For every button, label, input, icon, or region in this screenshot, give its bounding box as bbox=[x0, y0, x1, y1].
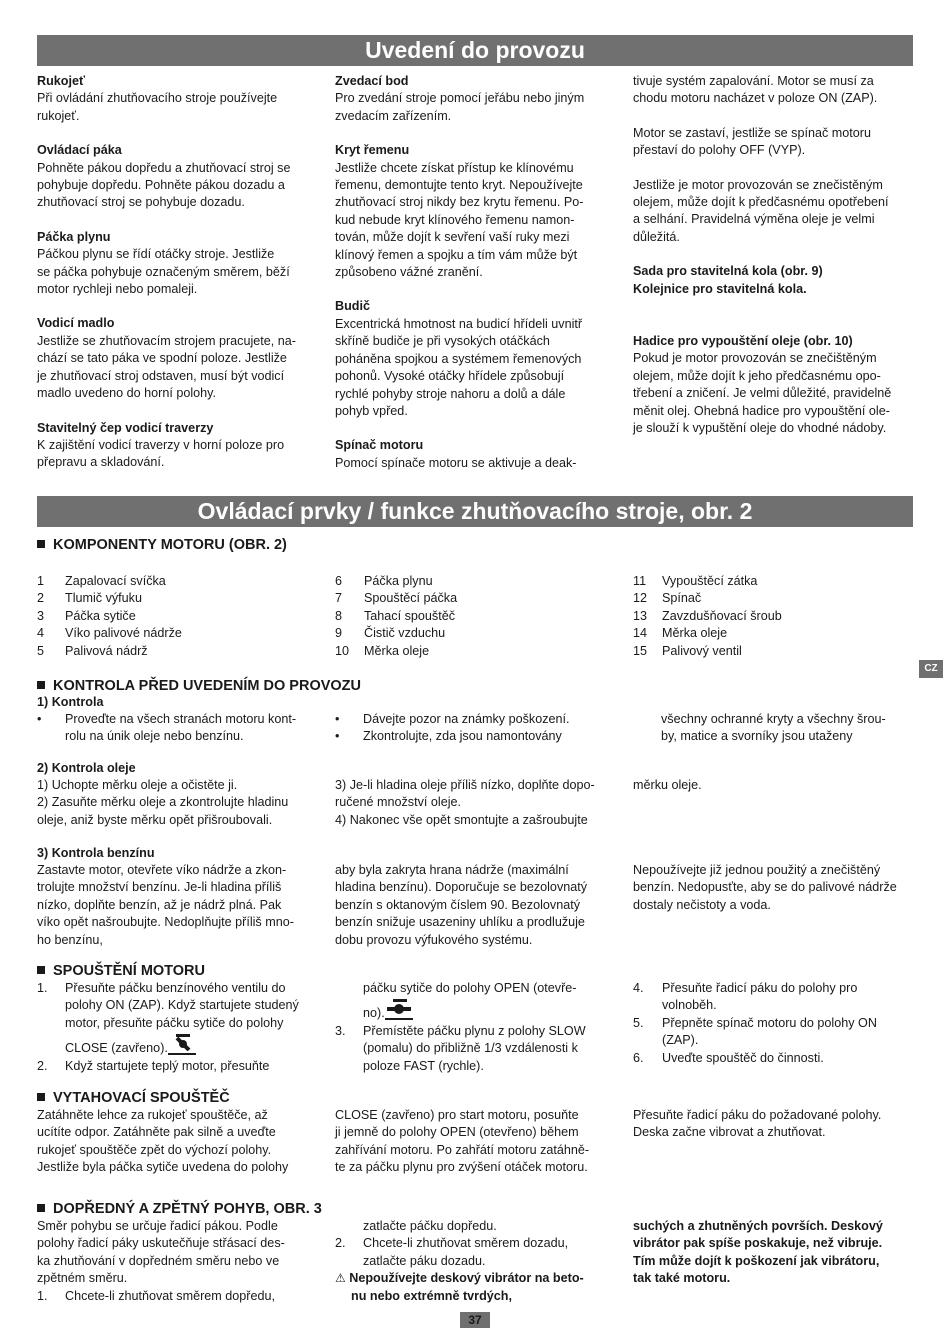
component-item bbox=[37, 573, 315, 590]
text-line: poháněna spojkou a systémem řemenových bbox=[335, 351, 582, 366]
text-block bbox=[335, 73, 613, 125]
text-line: dobu provozu výfukového systému. bbox=[335, 932, 533, 947]
text-line: pohybuje dopředu. Pohněte pákou dozadu a bbox=[37, 178, 285, 193]
choke-closed-icon bbox=[168, 1036, 196, 1055]
start-c3: 4. Přesuňte řadicí páku do polohy pro volnoběh. 5. Přepněte spínač motoru do polohy ON (ZAP). 6. Uveďte spouštěč do činnosti. bbox=[633, 980, 913, 1067]
warning-icon: ⚠ bbox=[335, 1271, 346, 1286]
text-line: madlo uvedeno do horní polohy. bbox=[37, 386, 217, 401]
check-heading: KONTROLA PŘED UVEDENÍM DO PROVOZU bbox=[37, 678, 361, 695]
component-number: 10 bbox=[335, 643, 350, 658]
component-number: 5 bbox=[37, 643, 45, 658]
component-item bbox=[37, 608, 315, 625]
component-label: Měrka oleje bbox=[364, 643, 430, 658]
text-line: rychlé pohyby stroje nahoru a dolů a dále bbox=[335, 386, 566, 401]
text-line: měnit olej. Ohebná hadice pro vypouštění ole- bbox=[633, 403, 890, 418]
text-line: Zastavte motor, otevřete víko nádrže a zkon- bbox=[37, 863, 287, 877]
component-item bbox=[633, 590, 913, 607]
fuel-sub: 3) Kontrola benzínu bbox=[37, 846, 155, 860]
start-heading: SPOUŠTĚNÍ MOTORU bbox=[37, 963, 205, 980]
text-line: 4) Nakonec vše opět smontujte a zašroubujte bbox=[335, 812, 588, 827]
block-heading: Rukojeť bbox=[37, 74, 86, 88]
oil-sub: 2) Kontrola oleje bbox=[37, 761, 136, 775]
text-block bbox=[37, 229, 315, 299]
text-block bbox=[633, 263, 913, 298]
text-line: polohy řadicí páky uskutečňuje střásací des- bbox=[37, 1236, 285, 1251]
pull-c1 bbox=[37, 1107, 315, 1177]
text-line: klínový řemen a spojku a tím vám může být bbox=[335, 247, 578, 262]
text-line: pohyb vpřed. bbox=[335, 403, 408, 418]
block-heading: Ovládací páka bbox=[37, 143, 122, 158]
check-c2: • Dávejte pozor na známky poškození. • Zkontrolujte, zda jsou namontovány bbox=[335, 712, 570, 744]
text-block bbox=[633, 177, 913, 247]
choke-open-icon bbox=[385, 1001, 413, 1020]
text-line: Při ovládání zhutňovacího stroje používejte bbox=[37, 91, 278, 106]
component-label: Čistič vzduchu bbox=[364, 626, 446, 641]
text-line: benzín snižuje usazeniny uhlíku a prodlužuje bbox=[335, 915, 585, 930]
text-line: všechny ochranné kryty a všechny šrou- bbox=[661, 712, 886, 726]
fuel-c2 bbox=[335, 862, 613, 949]
component-label: Víko palivové nádrže bbox=[65, 626, 182, 641]
text-line: se páčka pohybuje označeným směrem, běží bbox=[37, 264, 290, 279]
text-line: zhutňovací stroj se pohybuje dozadu. bbox=[37, 195, 245, 210]
text-line: 3) Je-li hladina oleje příliš nízko, doplňte dopo- bbox=[335, 778, 595, 792]
component-number: 12 bbox=[633, 591, 648, 606]
component-label: Spínač bbox=[662, 591, 702, 606]
text-line: je zhutňovací stroj odstaven, musí být vodicí bbox=[37, 368, 285, 383]
component-number: 9 bbox=[335, 626, 343, 641]
move-c2: zatlačte páčku dopředu. 2. Chcete-li zhutňovat směrem dozadu, zatlačte páku dozadu. ⚠ Nepoužívejte deskový vibrátor na beto- nu nebo extrémně tvrdých, bbox=[335, 1218, 613, 1305]
block-heading: Páčka plynu bbox=[37, 229, 111, 244]
text-line: suchých a zhutněných površích. Deskový bbox=[633, 1219, 883, 1233]
component-number: 8 bbox=[335, 608, 343, 623]
text-line: Excentrická hmotnost na budicí hřídeli uvnitř bbox=[335, 316, 583, 331]
component-label: Páčka plynu bbox=[364, 574, 433, 588]
text-line: zhutňovací stroj nikdy bez krytu řemenu. Po- bbox=[335, 195, 584, 210]
text-line: by, matice a svorníky jsou utaženy bbox=[661, 729, 853, 744]
text-line: aby byla zakryta hrana nádrže (maximální bbox=[335, 863, 569, 877]
text-line: chází se tato páka ve spodní poloze. Jestliže bbox=[37, 351, 287, 366]
components-heading: KOMPONENTY MOTORU (OBR. 2) bbox=[37, 537, 287, 554]
component-item bbox=[335, 608, 613, 625]
text-line: olejem, může dojít k jeho předčasnému opo- bbox=[633, 368, 881, 383]
oil-c2 bbox=[335, 777, 613, 829]
component-number: 11 bbox=[633, 574, 647, 588]
text-line: rolu na únik oleje nebo benzínu. bbox=[65, 729, 244, 744]
move-c1: Směr pohybu se určuje řadicí pákou. Podle polohy řadicí páky uskutečňuje střásací des- ka zhutňování v dopředném směru nebo ve zpětném směru. 1. Chcete-li zhutňovat směrem dopředu, bbox=[37, 1218, 315, 1305]
pull-heading: VYTAHOVACÍ SPOUŠTĚČ bbox=[37, 1090, 230, 1107]
text-line: Přepněte spínač motoru do polohy ON bbox=[662, 1015, 877, 1030]
block-heading: Spínač motoru bbox=[335, 438, 424, 453]
text-line: (pomalu) do přibližně 1/3 vzdálenosti k bbox=[363, 1041, 578, 1056]
text-line: dostaly nečistoty a voda. bbox=[633, 897, 771, 912]
block-heading: Budič bbox=[335, 299, 370, 314]
text-block bbox=[335, 298, 613, 420]
text-line: ručené množství oleje. bbox=[335, 795, 461, 810]
component-item bbox=[633, 608, 913, 625]
block-heading: Kolejnice pro stavitelná kola. bbox=[633, 281, 807, 296]
component-item bbox=[633, 625, 913, 642]
text-line: tivuje systém zapalování. Motor se musí za bbox=[633, 74, 874, 88]
pull-c3 bbox=[633, 1107, 913, 1142]
controls-title-banner: Ovládací prvky / funkce zhutňovacího stroje, obr. 2 bbox=[37, 496, 913, 527]
component-number: 7 bbox=[335, 591, 343, 606]
text-line: Jestliže byla páčka sytiče uvedena do polohy bbox=[37, 1160, 289, 1175]
components-list-3 bbox=[633, 573, 913, 660]
text-line: Páčkou plynu se řídí otáčky stroje. Jestliže bbox=[37, 247, 275, 262]
text-line: Pro zvedání stroje pomocí jeřábu nebo jiným bbox=[335, 91, 585, 106]
text-line: způsobeno vážné zranění. bbox=[335, 265, 483, 280]
component-number: 15 bbox=[633, 643, 648, 658]
text-line: Jestliže se zhutňovacím strojem pracujete, na- bbox=[37, 333, 296, 348]
text-line: volnoběh. bbox=[662, 998, 717, 1013]
text-line: Uveďte spouštěč do činnosti. bbox=[662, 1050, 824, 1065]
component-label: Spouštěcí páčka bbox=[364, 591, 458, 606]
component-item bbox=[335, 573, 613, 590]
text-line: Směr pohybu se určuje řadicí pákou. Podle bbox=[37, 1219, 278, 1233]
text-line: Jestliže chcete získat přístup ke klínovému bbox=[335, 160, 574, 175]
component-label: Zapalovací svíčka bbox=[65, 574, 166, 588]
component-item bbox=[37, 590, 315, 607]
text-line: chodu motoru nacházet v poloze ON (ZAP). bbox=[633, 91, 878, 106]
oil-c3 bbox=[633, 777, 913, 794]
move-heading: DOPŘEDNÝ A ZPĚTNÝ POHYB, OBR. 3 bbox=[37, 1201, 322, 1218]
text-line: CLOSE (zavřeno) pro start motoru, posuňte bbox=[335, 1108, 579, 1122]
component-item bbox=[37, 643, 315, 660]
warning-note: ⚠ Nepoužívejte deskový vibrátor na beto- nu nebo extrémně tvrdých, bbox=[335, 1271, 584, 1303]
text-line: rukojeť. bbox=[37, 108, 80, 123]
text-line: přestaví do polohy OFF (VYP). bbox=[633, 143, 806, 158]
text-line: Přesuňte řadicí páku do polohy pro bbox=[662, 981, 858, 995]
text-line: (ZAP). bbox=[662, 1033, 699, 1048]
text-line: Nepoužívejte již jednou použitý a znečištěný bbox=[633, 863, 881, 877]
text-line: skříně budiče je při vysokých otáčkách bbox=[335, 334, 550, 349]
text-line: vibrátor pak spíše poskakuje, než vibruje. bbox=[633, 1236, 883, 1251]
text-block bbox=[633, 73, 913, 108]
component-label: Palivový ventil bbox=[662, 643, 742, 658]
block-heading: Zvedací bod bbox=[335, 74, 409, 88]
component-number: 3 bbox=[37, 608, 45, 623]
component-label: Palivová nádrž bbox=[65, 643, 148, 658]
text-line: ji jemně do polohy OPEN (otevřeno) během bbox=[335, 1125, 579, 1140]
component-number: 13 bbox=[633, 608, 648, 623]
components-list-1 bbox=[37, 573, 315, 660]
text-line: Zatáhněte lehce za rukojeť spouštěče, až bbox=[37, 1108, 268, 1122]
text-block bbox=[633, 125, 913, 160]
pull-c2 bbox=[335, 1107, 613, 1177]
text-block bbox=[37, 73, 315, 125]
text-line: je slouží k vypuštění oleje do vhodné nádoby. bbox=[633, 421, 887, 436]
component-label: Tahací spouštěč bbox=[364, 608, 456, 623]
text-line: zpětném směru. bbox=[37, 1271, 128, 1286]
move-c3 bbox=[633, 1218, 913, 1288]
component-item bbox=[633, 573, 913, 590]
text-line: přepravu a skladování. bbox=[37, 455, 165, 470]
text-line: Přemístěte páčku plynu z polohy SLOW bbox=[363, 1023, 586, 1038]
language-tab: CZ bbox=[919, 660, 943, 678]
fuel-c3 bbox=[633, 862, 913, 914]
text-block bbox=[335, 437, 613, 472]
text-line: Tím může dojít k poškození jak vibrátoru, bbox=[633, 1253, 880, 1268]
component-item bbox=[37, 625, 315, 642]
text-line: motor rychleji nebo pomaleji. bbox=[37, 282, 198, 297]
text-line: benzín. Nedopusťte, aby se do palivové nádrže bbox=[633, 880, 897, 895]
components-list-2 bbox=[335, 573, 613, 660]
component-label: Měrka oleje bbox=[662, 626, 728, 641]
text-block bbox=[335, 142, 613, 281]
check-sub1: 1) Kontrola bbox=[37, 695, 104, 709]
block-heading: Hadice pro vypouštění oleje (obr. 10) bbox=[633, 334, 853, 349]
text-line: olejem, může dojít k předčasnému opotřebení bbox=[633, 195, 889, 210]
text-line: Pohněte pákou dopředu a zhutňovací stroj se bbox=[37, 160, 291, 175]
text-line: 2) Zasuňte měrku oleje a zkontrolujte hladinu bbox=[37, 795, 289, 810]
component-label: Zavzdušňovací šroub bbox=[662, 608, 782, 623]
text-line: řemenu, demontujte tento kryt. Nepoužívejte bbox=[335, 178, 583, 193]
text-line: te za páčku plynu pro zvýšení otáček motoru. bbox=[335, 1160, 588, 1175]
text-block bbox=[37, 142, 315, 212]
component-item bbox=[633, 643, 913, 660]
text-line: zvedacím zařízením. bbox=[335, 108, 452, 123]
text-line: třebení a zničení. Je velmi důležité, pravidelně bbox=[633, 386, 892, 401]
text-line: benzín s oktanovým číslem 90. Bezolovnatý bbox=[335, 897, 581, 912]
text-line: 1) Uchopte měrku oleje a očistěte ji. bbox=[37, 778, 238, 792]
component-number: 2 bbox=[37, 591, 45, 606]
oil-c1 bbox=[37, 777, 315, 829]
text-line: nízko, doplňte benzín, až je nádrž plná. Pak bbox=[37, 897, 282, 912]
component-number: 6 bbox=[335, 574, 343, 588]
component-number: 4 bbox=[37, 626, 45, 641]
text-line: Proveďte na všech stranách motoru kont- bbox=[65, 712, 297, 726]
text-line: K zajištění vodicí traverzy v horní poloze pro bbox=[37, 437, 285, 452]
text-line: Jestliže je motor provozován se znečistěným bbox=[633, 177, 883, 192]
text-line: a selhání. Pravidelná výměna oleje je velmi bbox=[633, 212, 875, 227]
text-line: trolujte množství benzínu. Je-li hladina příliš bbox=[37, 880, 282, 895]
check-c3 bbox=[661, 711, 913, 746]
start-c2: páčku sytiče do polohy OPEN (otevře- no). 3. Přemístěte páčku plynu z polohy SLOW (pomalu) do přibližně 1/3 vzdálenosti k poloze FAST (rychle). bbox=[335, 980, 613, 1075]
component-item bbox=[335, 590, 613, 607]
text-block bbox=[633, 333, 913, 437]
component-number: 14 bbox=[633, 626, 648, 641]
component-item bbox=[335, 643, 613, 660]
text-line: poloze FAST (rychle). bbox=[363, 1058, 484, 1073]
page-number: 37 bbox=[460, 1312, 490, 1328]
fuel-c1 bbox=[37, 862, 315, 949]
text-line: rukojeť spouštěče zpět do výchozí polohy. bbox=[37, 1142, 272, 1157]
start-c1: 1. Přesuňte páčku benzínového ventilu do polohy ON (ZAP). Když startujete studený motor, přesuňte páčku sytiče do polohy CLOSE (zavřeno). 2. Když startujete teplý motor, přesuňte bbox=[37, 981, 299, 1073]
intro-column-1 bbox=[37, 73, 315, 489]
text-line: kud nebude kryt klínového řemenu namon- bbox=[335, 212, 575, 227]
text-block bbox=[37, 315, 315, 402]
block-heading: Vodicí madlo bbox=[37, 316, 115, 331]
text-line: tován, může dojít k sevření vaší ruky mezi bbox=[335, 230, 570, 245]
text-line: ho benzínu, bbox=[37, 932, 103, 947]
text-line: oleje, aniž byste měrku opět přišroubovali. bbox=[37, 812, 273, 827]
component-label: Vypouštěcí zátka bbox=[662, 574, 758, 588]
block-heading: Sada pro stavitelná kola (obr. 9) bbox=[633, 264, 823, 279]
text-line: hladina benzínu). Doporučuje se bezolovnatý bbox=[335, 880, 588, 895]
text-line: důležitá. bbox=[633, 229, 680, 244]
block-heading: Kryt řemenu bbox=[335, 143, 410, 158]
text-block bbox=[37, 420, 315, 472]
check-c1: • Proveďte na všech stranách motoru kont- rolu na únik oleje nebo benzínu. bbox=[37, 711, 315, 746]
text-line: tak také motoru. bbox=[633, 1271, 731, 1286]
text-line: ka zhutňování v dopředném směru nebo ve bbox=[37, 1253, 280, 1268]
text-line: Deska začne vibrovat a zhutňovat. bbox=[633, 1125, 826, 1140]
component-number: 1 bbox=[37, 574, 45, 588]
intro-column-2 bbox=[335, 73, 613, 489]
text-line: zahřívání motoru. Po zahřátí motoru zatáhně- bbox=[335, 1142, 590, 1157]
component-label: Páčka sytiče bbox=[65, 608, 136, 623]
text-line: Pokud je motor provozován se znečištěným bbox=[633, 351, 877, 366]
text-line: měrku oleje. bbox=[633, 778, 702, 792]
section-title-banner: Uvedení do provozu bbox=[37, 35, 913, 66]
text-line: Motor se zastaví, jestliže se spínač motoru bbox=[633, 125, 871, 140]
component-item bbox=[335, 625, 613, 642]
text-line: Pomocí spínače motoru se aktivuje a deak- bbox=[335, 455, 577, 470]
intro-column-3 bbox=[633, 73, 913, 455]
component-label: Tlumič výfuku bbox=[65, 591, 142, 606]
text-line: víko opět našroubujte. Nedoplňujte příliš mno- bbox=[37, 915, 294, 930]
block-heading: Stavitelný čep vodicí traverzy bbox=[37, 420, 214, 435]
text-line: pohonů. Vysoké otáčky hřídele způsobují bbox=[335, 369, 565, 384]
text-line: ucítíte odpor. Zatáhněte pak silně a uveďte bbox=[37, 1125, 276, 1140]
text-line: Přesuňte řadicí páku do požadované polohy. bbox=[633, 1108, 882, 1122]
